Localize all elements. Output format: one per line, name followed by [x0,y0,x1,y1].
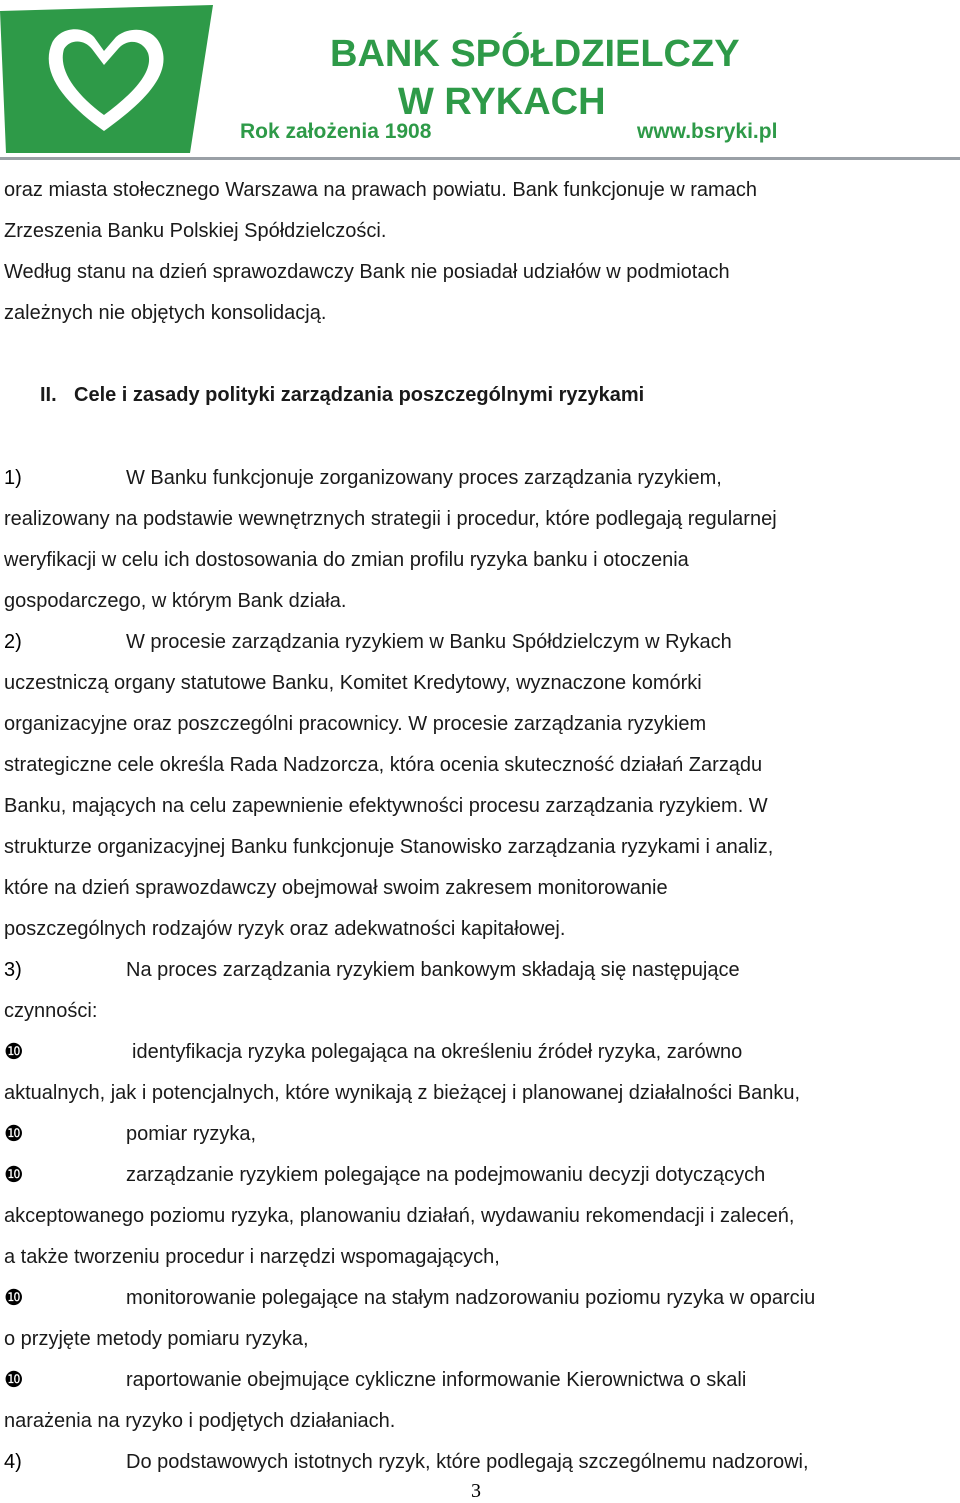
list-bullet-icon: ❿ [4,1121,24,1146]
paragraph-1-line: realizowany na podstawie wewnętrznych strategii i procedur, które podlegają regularnej [4,508,777,530]
section-title: Cele i zasady polityki zarządzania poszczególnymi ryzykami [74,384,645,406]
list-item-text: zarządzanie ryzykiem polegające na podejmowaniu decyzji dotyczących [126,1164,766,1186]
bank-name-line2: W RYKACH [398,81,606,123]
paragraph-2-line: Banku, mających na celu zapewnienie efektywności procesu zarządzania ryzykiem. W [4,795,768,817]
list-item-text: monitorowanie polegające na stałym nadzorowaniu poziomu ryzyka w oparciu [126,1287,816,1309]
website-link[interactable]: www.bsryki.pl [637,120,778,143]
list-item-text: a także tworzeniu procedur i narzędzi wspomagających, [4,1246,500,1268]
list-bullet-icon: ❿ [4,1367,24,1392]
paragraph-2-line: strategiczne cele określa Rada Nadzorcza, która ocenia skuteczność działań Zarządu [4,754,763,776]
header-divider [0,157,960,160]
paragraph-1-line: weryfikacji w celu ich dostosowania do zmian profilu ryzyka banku i otoczenia [4,549,689,571]
list-item-text: aktualnych, jak i potencjalnych, które wynikają z bieżącej i planowanej działalności Banku, [4,1082,800,1104]
list-item-text: o przyjęte metody pomiaru ryzyka, [4,1328,309,1350]
list-item-text: akceptowanego poziomu ryzyka, planowaniu działań, wydawaniu rekomendacji i zaleceń, [4,1205,795,1227]
logo-graphic [0,5,213,153]
list-bullet-icon: ❿ [4,1039,24,1064]
section-number: II. [40,384,57,406]
intro-line-4: zależnych nie objętych konsolidacją. [4,302,327,324]
list-item-text: narażenia na ryzyko i podjętych działaniach. [4,1410,396,1432]
list-bullet-icon: ❿ [4,1285,24,1310]
page-number: 3 [471,1480,481,1502]
intro-line-1: oraz miasta stołecznego Warszawa na prawach powiatu. Bank funkcjonuje w ramach [4,179,757,201]
paragraph-2-line: W procesie zarządzania ryzykiem w Banku Spółdzielczym w Rykach [126,631,732,653]
paragraph-2-line: które na dzień sprawozdawczy obejmował swoim zakresem monitorowanie [4,877,668,899]
bank-logo [0,5,213,153]
paragraph-4-line: Do podstawowych istotnych ryzyk, które podlegają szczególnemu nadzorowi, [126,1451,809,1473]
list-bullet-icon: ❿ [4,1162,24,1187]
intro-line-3: Według stanu na dzień sprawozdawczy Bank nie posiadał udziałów w podmiotach [4,261,730,283]
paragraph-2-line: poszczególnych rodzajów ryzyk oraz adekwatności kapitałowej. [4,918,566,940]
paragraph-3-line: Na proces zarządzania ryzykiem bankowym składają się następujące [126,959,740,981]
paragraph-2-line: strukturze organizacyjnej Banku funkcjonuje Stanowisko zarządzania ryzykami i analiz, [4,836,774,858]
list-item-text: identyfikacja ryzyka polegająca na określeniu źródeł ryzyka, zarówno [132,1041,743,1063]
intro-line-2: Zrzeszenia Banku Polskiej Spółdzielczości. [4,220,387,242]
paragraph-2-line: uczestniczą organy statutowe Banku, Komitet Kredytowy, wyznaczone komórki [4,672,702,694]
paragraph-3-line: czynności: [4,1000,98,1022]
paragraph-4-number: 4) [4,1451,22,1473]
list-item-text: raportowanie obejmujące cykliczne informowanie Kierownictwa o skali [126,1369,747,1391]
paragraph-3-number: 3) [4,959,22,981]
list-item-text: pomiar ryzyka, [126,1123,257,1145]
paragraph-1-number: 1) [4,467,22,489]
bank-name [330,30,770,126]
paragraph-2-line: organizacyjne oraz poszczególni pracownicy. W procesie zarządzania ryzykiem [4,713,707,735]
paragraph-1-line: gospodarczego, w którym Bank działa. [4,590,347,612]
founded-year: Rok założenia 1908 [240,120,432,143]
bank-name-line1: BANK SPÓŁDZIELCZY [330,33,740,75]
paragraph-1-line: W Banku funkcjonuje zorganizowany proces zarządzania ryzykiem, [126,467,722,489]
paragraph-2-number: 2) [4,631,22,653]
